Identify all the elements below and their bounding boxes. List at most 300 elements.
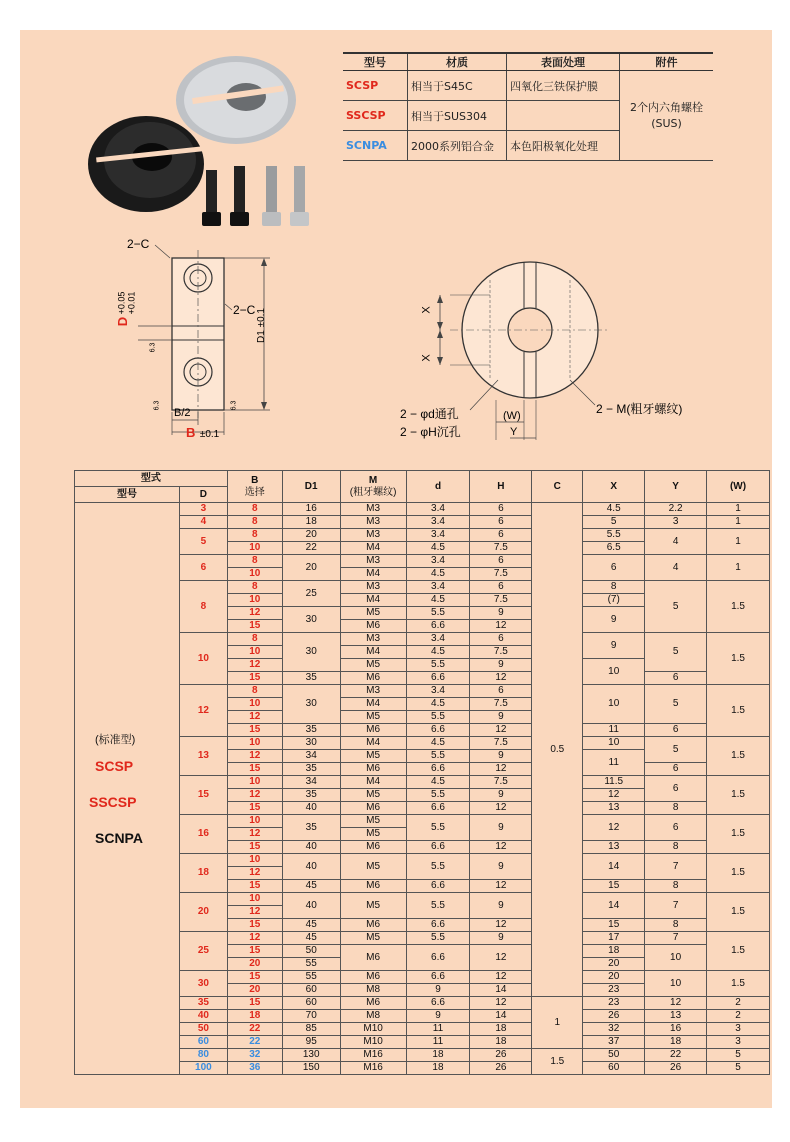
spec-w-cell: 2 <box>707 997 770 1010</box>
spec-h-cell: 7.5 <box>470 594 532 607</box>
spec-m-cell: M4 <box>340 594 406 607</box>
spec-y-cell: 3 <box>645 516 707 529</box>
spec-y-cell: 6 <box>645 672 707 685</box>
spec-b-cell: 15 <box>227 997 282 1010</box>
spec-d-cell: 10 <box>179 633 227 685</box>
spec-h-cell: 6 <box>470 516 532 529</box>
spec-header-d: D <box>179 487 227 503</box>
spec-h-cell: 9 <box>470 932 532 945</box>
spec-small-d-cell: 3.4 <box>406 503 470 516</box>
spec-w-cell: 3 <box>707 1023 770 1036</box>
spec-m-cell: M6 <box>340 802 406 815</box>
spec-m-cell: M6 <box>340 971 406 984</box>
spec-y-cell: 18 <box>645 1036 707 1049</box>
spec-row <box>75 893 770 906</box>
spec-x-cell: 18 <box>583 945 645 958</box>
spec-small-d-cell: 4.5 <box>406 542 470 555</box>
spec-m-cell: M6 <box>340 880 406 893</box>
spec-header-y: Y <box>645 471 707 503</box>
spec-h-cell: 12 <box>470 971 532 984</box>
y-label: Y <box>510 426 518 438</box>
spec-h-cell: 6 <box>470 581 532 594</box>
spec-small-d-cell: 3.4 <box>406 529 470 542</box>
spec-small-d-cell: 4.5 <box>406 698 470 711</box>
spec-small-d-cell: 3.4 <box>406 555 470 568</box>
spec-small-d-cell: 3.4 <box>406 516 470 529</box>
spec-b-cell: 15 <box>227 672 282 685</box>
spec-w-cell: 1.5 <box>707 633 770 685</box>
spec-h-cell: 18 <box>470 1023 532 1036</box>
spec-h-cell: 6 <box>470 555 532 568</box>
spec-h-cell: 12 <box>470 997 532 1010</box>
spec-y-cell: 13 <box>645 1010 707 1023</box>
spec-w-cell: 1.5 <box>707 893 770 932</box>
spec-header-h: H <box>470 471 532 503</box>
spec-b-cell: 12 <box>227 659 282 672</box>
spec-b-cell: 8 <box>227 581 282 594</box>
spec-d1-cell: 35 <box>282 724 340 737</box>
mat-header-accessory: 附件 <box>620 53 714 71</box>
mat-model: SSCSP <box>343 101 408 131</box>
spec-b-cell: 10 <box>227 854 282 867</box>
spec-y-cell: 7 <box>645 932 707 945</box>
spec-m-cell: M5 <box>340 932 406 945</box>
spec-x-cell: 23 <box>583 984 645 997</box>
spec-small-d-cell: 6.6 <box>406 919 470 932</box>
spec-b-cell: 10 <box>227 893 282 906</box>
spec-h-cell: 9 <box>470 711 532 724</box>
spec-w-cell: 1 <box>707 529 770 555</box>
spec-y-cell: 5 <box>645 633 707 672</box>
spec-h-cell: 7.5 <box>470 542 532 555</box>
spec-small-d-cell: 3.4 <box>406 633 470 646</box>
spec-y-cell: 5 <box>645 685 707 724</box>
spec-x-cell: 10 <box>583 659 645 685</box>
spec-m-cell: M5 <box>340 828 406 841</box>
spec-small-d-cell: 5.5 <box>406 854 470 880</box>
b-half-label: B/2 <box>174 407 191 419</box>
spec-m-cell: M5 <box>340 750 406 763</box>
spec-small-d-cell: 5.5 <box>406 815 470 841</box>
spec-c-cell: 1 <box>532 997 583 1049</box>
spec-h-cell: 7.5 <box>470 737 532 750</box>
spec-x-cell: 12 <box>583 789 645 802</box>
spec-d1-cell: 30 <box>282 685 340 724</box>
spec-d1-cell: 70 <box>282 1010 340 1023</box>
spec-b-cell: 15 <box>227 841 282 854</box>
spec-h-cell: 14 <box>470 1010 532 1023</box>
spec-x-cell: 60 <box>583 1062 645 1075</box>
spec-header-m <box>340 471 406 503</box>
spec-b-cell: 10 <box>227 646 282 659</box>
spec-d1-cell: 50 <box>282 945 340 958</box>
spec-d1-cell: 30 <box>282 633 340 672</box>
spec-y-cell: 16 <box>645 1023 707 1036</box>
spec-b-cell: 15 <box>227 971 282 984</box>
type-scsp-label: SCSP <box>95 757 134 774</box>
spec-b-cell: 12 <box>227 711 282 724</box>
spec-y-cell: 8 <box>645 919 707 932</box>
spec-b-cell: 18 <box>227 1010 282 1023</box>
materials-table <box>343 52 713 161</box>
spec-x-cell: 9 <box>583 607 645 633</box>
spec-m-cell: M10 <box>340 1023 406 1036</box>
spec-m-cell: M3 <box>340 503 406 516</box>
chamfer-label-top: 2−C <box>127 237 150 251</box>
spec-y-cell: 6 <box>645 763 707 776</box>
spec-d-cell: 60 <box>179 1036 227 1049</box>
spec-y-cell: 8 <box>645 880 707 893</box>
spec-small-d-cell: 9 <box>406 1010 470 1023</box>
spec-h-cell: 7.5 <box>470 568 532 581</box>
spec-x-cell: 10 <box>583 685 645 724</box>
mat-material: 2000系列铝合金 <box>408 131 507 161</box>
spec-row <box>75 503 770 516</box>
spec-row <box>75 555 770 568</box>
spec-d-cell: 18 <box>179 854 227 893</box>
spec-b-cell: 15 <box>227 724 282 737</box>
spec-h-cell: 14 <box>470 984 532 997</box>
spec-d1-cell: 60 <box>282 997 340 1010</box>
d-dimension <box>115 291 148 352</box>
spec-x-cell: 8 <box>583 581 645 594</box>
spec-d1-cell: 85 <box>282 1023 340 1036</box>
b-dimension <box>186 424 219 442</box>
spec-d-cell: 8 <box>179 581 227 633</box>
spec-row <box>75 971 770 984</box>
spec-y-cell: 4 <box>645 529 707 555</box>
spec-b-cell: 15 <box>227 620 282 633</box>
spec-x-cell: 26 <box>583 1010 645 1023</box>
spec-y-cell: 6 <box>645 776 707 802</box>
spec-d-cell: 4 <box>179 516 227 529</box>
spec-x-cell: 14 <box>583 854 645 880</box>
spec-d1-cell: 40 <box>282 854 340 880</box>
spec-row <box>75 854 770 867</box>
spec-y-cell: 6 <box>645 815 707 841</box>
spec-row <box>75 1036 770 1049</box>
spec-header-m-sub: (粗牙螺纹) <box>349 486 397 498</box>
spec-row <box>75 737 770 750</box>
spec-d1-cell: 35 <box>282 789 340 802</box>
roughness-3: 6.3 <box>230 400 238 411</box>
spec-d-cell: 40 <box>179 1010 227 1023</box>
spec-row <box>75 932 770 945</box>
spec-d-cell: 13 <box>179 737 227 776</box>
spec-m-cell: M5 <box>340 789 406 802</box>
spec-m-cell: M6 <box>340 763 406 776</box>
spec-header-b-label: B <box>251 474 259 486</box>
spec-w-cell: 1.5 <box>707 971 770 997</box>
spec-header-c: C <box>532 471 583 503</box>
spec-d1-cell: 20 <box>282 555 340 581</box>
spec-x-cell: 6 <box>583 555 645 581</box>
spec-b-cell: 12 <box>227 932 282 945</box>
spec-row <box>75 633 770 646</box>
spec-row <box>75 516 770 529</box>
spec-header-w: (W) <box>707 471 770 503</box>
spec-small-d-cell: 3.4 <box>406 581 470 594</box>
spec-x-cell: 5.5 <box>583 529 645 542</box>
mat-header-surface: 表面处理 <box>507 53 620 71</box>
spec-y-cell: 8 <box>645 841 707 854</box>
spec-d1-cell: 20 <box>282 529 340 542</box>
spec-d1-cell: 40 <box>282 841 340 854</box>
spec-h-cell: 9 <box>470 607 532 620</box>
spec-m-cell: M6 <box>340 997 406 1010</box>
spec-small-d-cell: 11 <box>406 1036 470 1049</box>
mat-surface: 四氧化三铁保护膜 <box>507 71 620 101</box>
mat-surface <box>507 101 620 131</box>
spec-b-cell: 12 <box>227 867 282 880</box>
spec-m-cell: M5 <box>340 659 406 672</box>
spec-d1-cell: 55 <box>282 958 340 971</box>
spec-h-cell: 12 <box>470 620 532 633</box>
spec-d1-cell: 35 <box>282 672 340 685</box>
mat-accessory: 2个内六角螺栓 (SUS) <box>620 71 714 161</box>
spec-small-d-cell: 5.5 <box>406 789 470 802</box>
spec-row <box>75 529 770 542</box>
spec-w-cell: 1.5 <box>707 737 770 776</box>
spec-x-cell: 20 <box>583 958 645 971</box>
d1-label: D1 ±0.1 <box>255 308 267 343</box>
spec-y-cell: 7 <box>645 854 707 880</box>
spec-m-cell: M4 <box>340 776 406 789</box>
spec-small-d-cell: 6.6 <box>406 841 470 854</box>
spec-m-cell: M4 <box>340 542 406 555</box>
spec-x-cell: 11 <box>583 750 645 776</box>
spec-row <box>75 997 770 1010</box>
spec-h-cell: 7.5 <box>470 646 532 659</box>
spec-b-cell: 10 <box>227 542 282 555</box>
spec-m-cell: M6 <box>340 919 406 932</box>
spec-y-cell: 6 <box>645 724 707 737</box>
spec-d1-cell: 95 <box>282 1036 340 1049</box>
spec-row <box>75 581 770 594</box>
spec-h-cell: 26 <box>470 1062 532 1075</box>
spec-small-d-cell: 6.6 <box>406 802 470 815</box>
spec-small-d-cell: 4.5 <box>406 568 470 581</box>
spec-x-cell: 11 <box>583 724 645 737</box>
spec-h-cell: 26 <box>470 1049 532 1062</box>
spec-b-cell: 32 <box>227 1049 282 1062</box>
spec-d1-cell: 40 <box>282 802 340 815</box>
spec-m-cell: M3 <box>340 516 406 529</box>
spec-b-cell: 12 <box>227 828 282 841</box>
mat-row <box>343 71 713 101</box>
spec-d1-cell: 16 <box>282 503 340 516</box>
spec-m-cell: M4 <box>340 737 406 750</box>
spec-type-cell <box>75 503 180 1075</box>
spec-x-cell: 32 <box>583 1023 645 1036</box>
spec-header-type: 型式 <box>75 471 228 487</box>
spec-d1-cell: 35 <box>282 815 340 841</box>
spec-small-d-cell: 5.5 <box>406 750 470 763</box>
type-standard-label: (标准型) <box>95 733 136 746</box>
spec-d1-cell: 35 <box>282 763 340 776</box>
spec-b-cell: 12 <box>227 906 282 919</box>
spec-w-cell: 1.5 <box>707 815 770 854</box>
spec-m-cell: M5 <box>340 815 406 828</box>
type-scnpa-label: SCNPA <box>95 829 143 846</box>
spec-small-d-cell: 4.5 <box>406 737 470 750</box>
spec-m-cell: M16 <box>340 1049 406 1062</box>
spec-m-cell: M4 <box>340 646 406 659</box>
spec-b-cell: 15 <box>227 802 282 815</box>
spec-x-cell: 4.5 <box>583 503 645 516</box>
spec-small-d-cell: 5.5 <box>406 932 470 945</box>
spec-row <box>75 1049 770 1062</box>
spec-w-cell: 1.5 <box>707 685 770 737</box>
spec-b-cell: 8 <box>227 503 282 516</box>
spec-d1-cell: 34 <box>282 776 340 789</box>
spec-x-cell: 15 <box>583 880 645 893</box>
spec-m-cell: M5 <box>340 854 406 880</box>
spec-d-cell: 6 <box>179 555 227 581</box>
spec-w-cell: 5 <box>707 1049 770 1062</box>
spec-h-cell: 6 <box>470 503 532 516</box>
spec-small-d-cell: 3.4 <box>406 685 470 698</box>
spec-d1-cell: 55 <box>282 971 340 984</box>
mat-material: 相当于SUS304 <box>408 101 507 131</box>
spec-m-cell: M6 <box>340 724 406 737</box>
spec-x-cell: 12 <box>583 815 645 841</box>
spec-b-cell: 15 <box>227 945 282 958</box>
spec-b-cell: 10 <box>227 737 282 750</box>
spec-small-d-cell: 4.5 <box>406 646 470 659</box>
spec-w-cell: 1.5 <box>707 932 770 971</box>
thread-label: 2 − M(粗牙螺纹) <box>596 402 683 416</box>
spec-m-cell: M10 <box>340 1036 406 1049</box>
spec-header-x: X <box>583 471 645 503</box>
spec-d1-cell: 30 <box>282 607 340 633</box>
counterbore-label: 2 − φH沉孔 <box>400 425 461 439</box>
spec-b-cell: 12 <box>227 607 282 620</box>
spec-small-d-cell: 5.5 <box>406 659 470 672</box>
spec-b-cell: 8 <box>227 516 282 529</box>
d-tol-bottom: +0.01 <box>126 291 137 315</box>
spec-h-cell: 7.5 <box>470 776 532 789</box>
spec-d-cell: 20 <box>179 893 227 932</box>
spec-x-cell: 23 <box>583 997 645 1010</box>
spec-h-cell: 9 <box>470 815 532 841</box>
spec-header-b-sub: 选择 <box>244 486 265 498</box>
spec-d1-cell: 34 <box>282 750 340 763</box>
spec-header-d1: D1 <box>282 471 340 503</box>
roughness-2: 6.3 <box>153 400 161 411</box>
spec-h-cell: 9 <box>470 789 532 802</box>
spec-row <box>75 1062 770 1075</box>
spec-x-cell: 11.5 <box>583 776 645 789</box>
spec-m-cell: M6 <box>340 620 406 633</box>
spec-d1-cell: 45 <box>282 880 340 893</box>
spec-b-cell: 10 <box>227 698 282 711</box>
spec-w-cell: 3 <box>707 1036 770 1049</box>
spec-h-cell: 9 <box>470 893 532 919</box>
spec-small-d-cell: 6.6 <box>406 620 470 633</box>
spec-x-cell: (7) <box>583 594 645 607</box>
mat-surface: 本色阳极氧化处理 <box>507 131 620 161</box>
spec-c-cell: 1.5 <box>532 1049 583 1075</box>
mat-material: 相当于S45C <box>408 71 507 101</box>
w-label: (W) <box>503 410 521 422</box>
spec-m-cell: M4 <box>340 698 406 711</box>
mat-header-material: 材质 <box>408 53 507 71</box>
spec-d1-cell: 18 <box>282 516 340 529</box>
spec-d-cell: 100 <box>179 1062 227 1075</box>
spec-d-cell: 35 <box>179 997 227 1010</box>
spec-x-cell: 20 <box>583 971 645 984</box>
roughness-1: 6.3 <box>149 342 157 353</box>
spec-w-cell: 1.5 <box>707 854 770 893</box>
spec-x-cell: 6.5 <box>583 542 645 555</box>
spec-d1-cell: 25 <box>282 581 340 607</box>
spec-x-cell: 10 <box>583 737 645 750</box>
spec-small-d-cell: 6.6 <box>406 672 470 685</box>
spec-small-d-cell: 6.6 <box>406 880 470 893</box>
spec-y-cell: 4 <box>645 555 707 581</box>
spec-b-cell: 20 <box>227 958 282 971</box>
spec-d-cell: 5 <box>179 529 227 555</box>
spec-small-d-cell: 5.5 <box>406 711 470 724</box>
spec-m-cell: M3 <box>340 555 406 568</box>
spec-b-cell: 10 <box>227 594 282 607</box>
spec-m-cell: M3 <box>340 529 406 542</box>
spec-m-cell: M8 <box>340 1010 406 1023</box>
spec-w-cell: 1.5 <box>707 776 770 815</box>
spec-y-cell: 12 <box>645 997 707 1010</box>
through-hole-label: 2 − φd通孔 <box>400 407 459 421</box>
spec-h-cell: 6 <box>470 633 532 646</box>
spec-h-cell: 12 <box>470 802 532 815</box>
chamfer-label-mid: 2−C <box>233 303 256 317</box>
spec-d1-cell: 45 <box>282 919 340 932</box>
spec-b-cell: 15 <box>227 919 282 932</box>
spec-d-cell: 80 <box>179 1049 227 1062</box>
spec-row <box>75 776 770 789</box>
spec-h-cell: 12 <box>470 841 532 854</box>
spec-d1-cell: 45 <box>282 932 340 945</box>
spec-row <box>75 685 770 698</box>
spec-h-cell: 12 <box>470 724 532 737</box>
spec-y-cell: 10 <box>645 971 707 997</box>
spec-b-cell: 8 <box>227 633 282 646</box>
spec-small-d-cell: 18 <box>406 1062 470 1075</box>
spec-h-cell: 9 <box>470 750 532 763</box>
spec-h-cell: 6 <box>470 685 532 698</box>
type-sscsp-label: SSCSP <box>89 793 137 810</box>
spec-b-cell: 15 <box>227 880 282 893</box>
spec-x-cell: 13 <box>583 841 645 854</box>
spec-small-d-cell: 6.6 <box>406 945 470 971</box>
spec-h-cell: 12 <box>470 672 532 685</box>
spec-d-cell: 50 <box>179 1023 227 1036</box>
spec-small-d-cell: 11 <box>406 1023 470 1036</box>
spec-small-d-cell: 9 <box>406 984 470 997</box>
spec-h-cell: 9 <box>470 854 532 880</box>
spec-d1-cell: 150 <box>282 1062 340 1075</box>
spec-small-d-cell: 5.5 <box>406 607 470 620</box>
spec-x-cell: 37 <box>583 1036 645 1049</box>
spec-b-cell: 8 <box>227 555 282 568</box>
spec-b-cell: 8 <box>227 529 282 542</box>
spec-d-cell: 3 <box>179 503 227 516</box>
spec-w-cell: 5 <box>707 1062 770 1075</box>
spec-x-cell: 13 <box>583 802 645 815</box>
spec-small-d-cell: 6.6 <box>406 724 470 737</box>
spec-x-cell: 15 <box>583 919 645 932</box>
spec-small-d-cell: 4.5 <box>406 594 470 607</box>
